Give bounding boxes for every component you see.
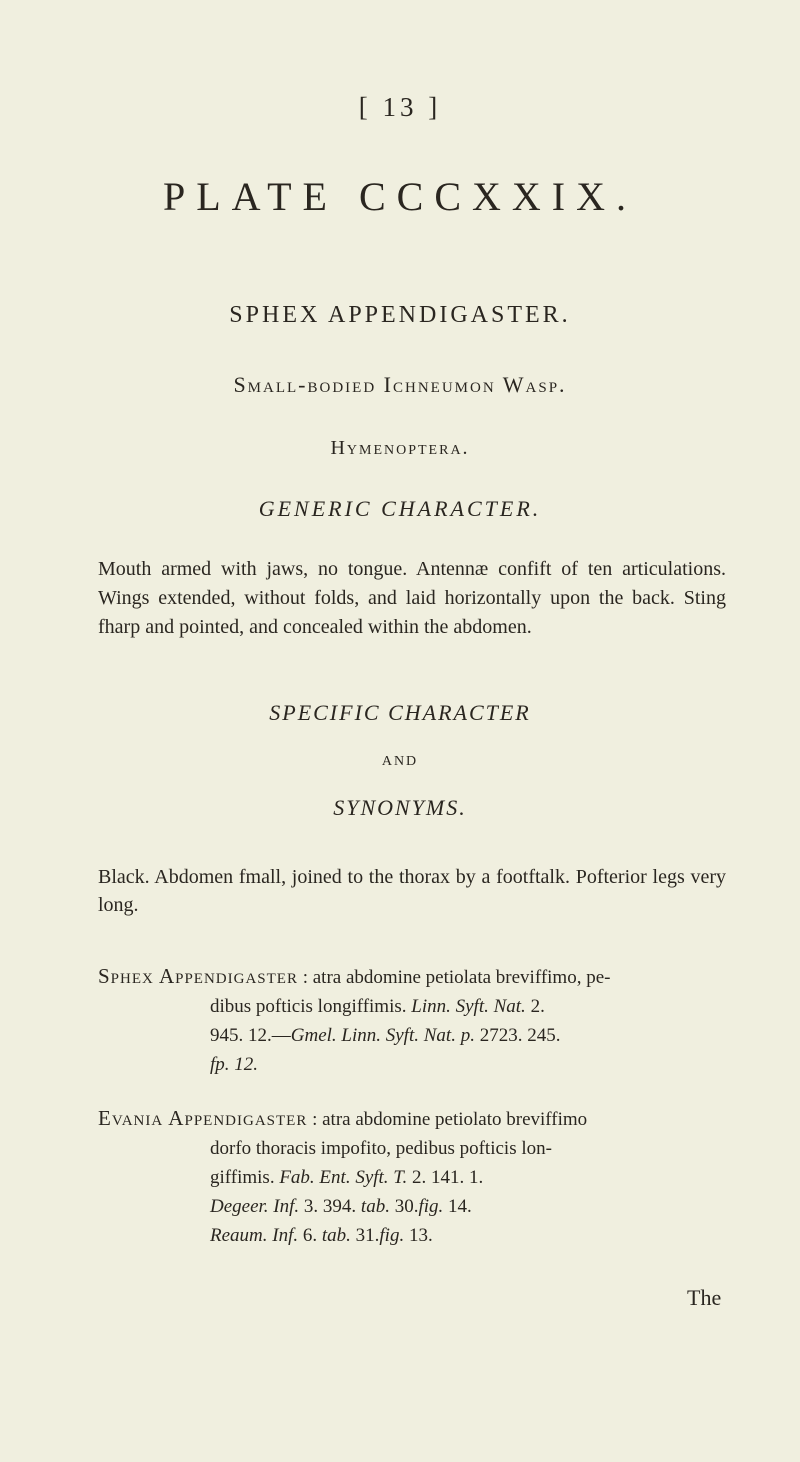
synonym-first-line: Sphex Appendigaster : atra abdomine petiolata breviffimo, pe-: [98, 964, 611, 988]
synonym-line: dibus pofticis longiffimis. Linn. Syft. Nat. 2.: [210, 996, 545, 1017]
generic-character-heading: GENERIC CHARACTER.: [258, 496, 542, 521]
synonym-line: giffimis. Fab. Ent. Syft. T. 2. 141. 1.: [210, 1167, 484, 1188]
synonym-name: Sphex Appendigaster: [98, 964, 298, 988]
page-number: [ 13 ]: [358, 92, 442, 122]
and-word: AND: [381, 754, 419, 769]
common-name: Small-bodied Ichneumon Wasp.: [233, 372, 567, 397]
synonym-line: fp. 12.: [210, 1054, 259, 1075]
specific-character-heading: SPECIFIC CHARACTER: [269, 700, 531, 725]
synonyms-heading: SYNONYMS.: [333, 795, 467, 820]
synonym-line: Degeer. Inf. 3. 394. tab. 30.fig. 14.: [210, 1196, 472, 1217]
synonym-name: Evania Appendigaster: [98, 1106, 308, 1130]
synonym-line: 945. 12.—Gmel. Linn. Syft. Nat. p. 2723. 245.: [210, 1025, 561, 1046]
synonym-line: dorfo thoracis impofito, pedibus pofticis lon-: [210, 1138, 552, 1159]
generic-character-text: Mouth armed with jaws, no tongue. Antennæ confift of ten articulations. Wings extended, without folds, and laid horizontally upon the back. Sting fharp and pointed, and concealed within the abdomen.: [98, 558, 726, 638]
synonym-first-line: Evania Appendigaster : atra abdomine petiolato breviffimo: [98, 1106, 588, 1130]
order-name: Hymenoptera.: [330, 437, 470, 459]
synonym-entry: [98, 962, 726, 1079]
species-title: SPHEX APPENDIGASTER.: [229, 302, 571, 328]
synonym-line: Reaum. Inf. 6. tab. 31.fig. 13.: [210, 1225, 433, 1246]
catchword: The: [687, 1285, 722, 1310]
specific-character-text: Black. Abdomen fmall, joined to the thorax by a footftalk. Pofterior legs very long.: [98, 866, 726, 916]
plate-title: PLATE CCCXXIX.: [162, 174, 638, 219]
synonym-entry: [98, 1104, 726, 1250]
